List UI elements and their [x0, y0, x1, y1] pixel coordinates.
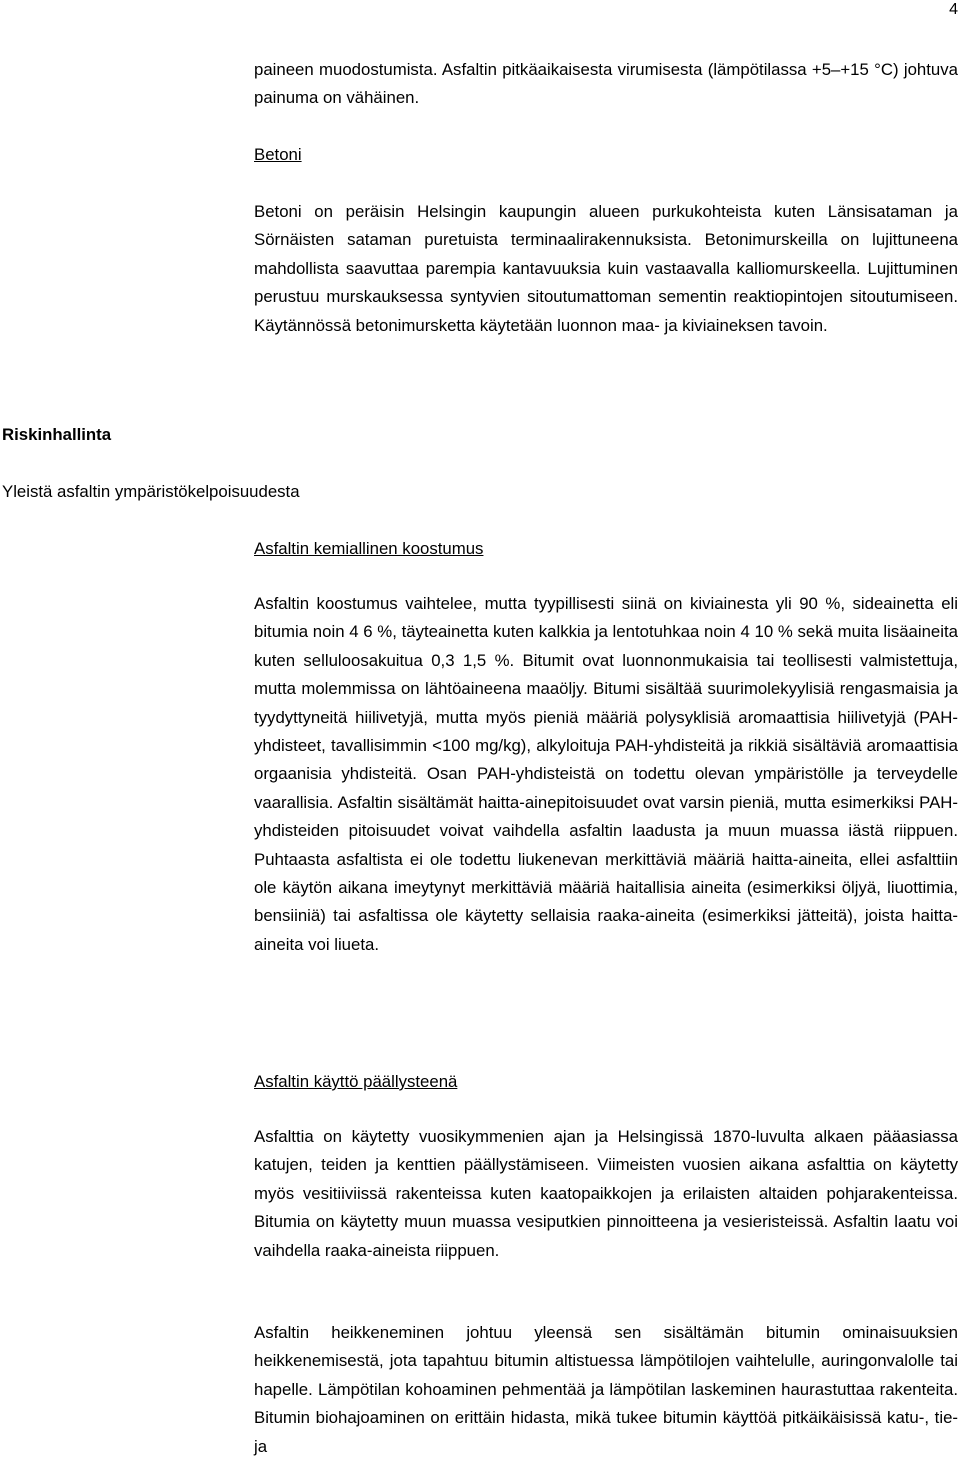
kaytto-heading: Asfaltin käyttö päällysteenä — [254, 1072, 458, 1091]
ymparistokelpoisuus-heading: Yleistä asfaltin ympäristökelpoisuudesta — [2, 482, 300, 501]
koostumus-heading: Asfaltin kemiallinen koostumus — [254, 539, 484, 558]
kaytto-paragraph-1: Asfalttia on käytetty vuosikymmenien ajan ja Helsingissä 1870-luvulta alkaen pääasiassa katujen, teiden ja kenttien päällystämiseen. Viimeisten vuosien aikana asfalttia on käytetty myös vesitiiviissä rakenteissa kuten kaatopaikkojen ja erilaisten altaiden pohjarakenteissa. Bitumia on käytetty muun muassa vesiputkien pinnoitteena ja vesieristeissä. Asfaltin laatu voi vaihdella raaka-aineista riippuen. — [254, 1127, 958, 1260]
riskinhallinta-heading: Riskinhallinta — [2, 425, 112, 444]
intro-continuation-paragraph: paineen muodostumista. Asfaltin pitkäaikaisesta virumisesta (lämpötilassa +5–+15 °C) johtuva painuma on vähäinen. — [254, 60, 958, 108]
koostumus-paragraph: Asfaltin koostumus vaihtelee, mutta tyypillisesti siinä on kiviainesta yli 90 %, sideainetta eli bitumia noin 4 6 %, täyteainetta kuten kalkkia ja lentotuhkaa noin 4 10 % sekä muita lisäaineita kuten selluloosakuitua 0,3 1,5 %. Bitumit ovat luonnonmukaisia tai teollisesti valmistettuja, mutta molemmissa on lähtöaineena maaöljy. Bitumi sisältää suurimolekyylisiä rengasmaisia ja tyydyttyneitä hiilivetyjä, mutta myös pieniä määriä polysyklisiä aromaattisia hiilivetyjä (PAH-yhdisteet, tavallisimmin <100 mg/kg), alkyloituja PAH-yhdisteitä ja rikkiä sisältäviä aromaattisia orgaanisia yhdisteitä. Osan PAH-yhdisteistä on todettu olevan ympäristölle ja terveydelle vaarallisia. Asfaltin sisältämät haitta-ainepitoisuudet ovat varsin pieniä, mutta esimerkiksi PAH-yhdisteiden pitoisuudet voivat vaihdella asfaltin laadusta ja muun muassa iästä riippuen. Puhtaasta asfaltista ei ole todettu liukenevan merkittäviä määriä haitta-aineita, ellei asfalttiin ole käytön aikana imeytynyt merkittäviä määriä haitallisia aineita (esimerkiksi öljyä, liuottimia, bensiiniä) tai asfaltissa ole käytetty sellaisia raaka-aineita (esimerkiksi jätteitä), joista haitta-aineita voi liueta. — [254, 594, 958, 954]
betoni-paragraph: Betoni on peräisin Helsingin kaupungin alueen purkukohteista kuten Länsisataman ja Sörnäisten sataman puretuista terminaalirakennuksista. Betonimurskeilla on lujittuneena mahdollista saavuttaa parempia kantavuuksia kuin vastaavalla kalliomurskeella. Lujittuminen perustuu murskauksessa syntyvien sitoutumattoman sementin reaktiopintojen sitoutumiseen. Käytännössä betonimursketta käytetään luonnon maa- ja kiviaineksen tavoin. — [254, 202, 958, 335]
betoni-heading: Betoni — [254, 145, 302, 164]
kaytto-paragraph-2: Asfaltin heikkeneminen johtuu yleensä sen sisältämän bitumin ominaisuuksien heikkenemisestä, jota tapahtuu bitumin altistuessa lämpötilojen vaihtelulle, auringonvalolle tai hapelle. Lämpötilan kohoaminen pehmentää ja lämpötilan laskeminen haurastuttaa rakenteita. Bitumin biohajoaminen on erittäin hidasta, mikä tukee bitumin käyttöä pitkäikäisissä katu-, tie- ja — [254, 1323, 958, 1456]
page-number: 4 — [949, 1, 958, 18]
